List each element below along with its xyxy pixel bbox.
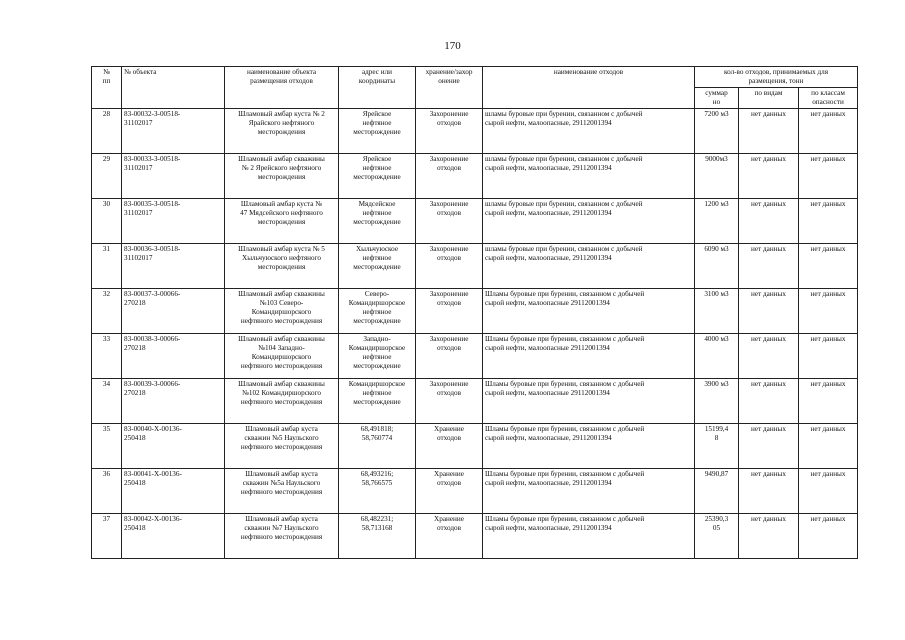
cell-num: 33 (92, 334, 122, 379)
table-row (92, 154, 858, 199)
cell-waste-name: Шламы буровые при бурении, связанном с добычей сырой нефти, малоопасные, 29112001394 (483, 424, 695, 469)
cell-object-name: Шламовый амбар куста скважин №5 Наульского нефтяного месторождения (225, 424, 339, 469)
cell-qty-by-class: нет данных (799, 424, 858, 469)
cell-qty-by-class: нет данных (799, 469, 858, 514)
cell-object-no: 83-00042-Х-00136- 250418 (122, 514, 225, 559)
cell-object-no: 83-00040-Х-00136- 250418 (122, 424, 225, 469)
cell-storage: Захоронение отходов (416, 109, 483, 154)
cell-qty-by-type: нет данных (739, 379, 799, 424)
cell-waste-name: Шламы буровые при бурении, связанном с добычей сырой нефти, малоопасные, 29112001394 (483, 514, 695, 559)
cell-qty-by-class: нет данных (799, 379, 858, 424)
cell-object-name: Шламовый амбар скважины №104 Западно- Командиршорского нефтяного месторождения (225, 334, 339, 379)
cell-qty-by-type: нет данных (739, 109, 799, 154)
cell-qty-by-class: нет данных (799, 514, 858, 559)
table-row (92, 244, 858, 289)
header-num: № пп (92, 67, 122, 109)
cell-object-no: 83-00033-З-00518- 31102017 (122, 154, 225, 199)
cell-object-no: 83-00038-З-00066- 270218 (122, 334, 225, 379)
cell-qty-total: 9490,87 (695, 469, 739, 514)
cell-storage: Хранение отходов (416, 469, 483, 514)
cell-storage: Хранение отходов (416, 424, 483, 469)
cell-num: 35 (92, 424, 122, 469)
cell-num: 29 (92, 154, 122, 199)
cell-num: 32 (92, 289, 122, 334)
cell-qty-by-type: нет данных (739, 424, 799, 469)
cell-qty-total: 15199,4 8 (695, 424, 739, 469)
waste-facilities-table (91, 66, 858, 559)
cell-object-name: Шламовый амбар куста скважин №5а Наульского нефтяного месторождения (225, 469, 339, 514)
cell-address: Мядсейское нефтяное месторождение (339, 199, 416, 244)
cell-num: 34 (92, 379, 122, 424)
cell-waste-name: шламы буровые при бурении, связанном с добычей сырой нефти, малоопасные, 29112001394 (483, 109, 695, 154)
cell-address: 68,493216; 58,766575 (339, 469, 416, 514)
cell-storage: Захоронение отходов (416, 199, 483, 244)
header-qty-total: суммар но (695, 88, 739, 109)
cell-address: Северо- Командиршорское нефтяное месторождение (339, 289, 416, 334)
cell-qty-total: 7200 м3 (695, 109, 739, 154)
table-row (92, 469, 858, 514)
cell-waste-name: шламы буровые при бурении, связанном с добычей сырой нефти, малоопасные, 29112001394 (483, 199, 695, 244)
cell-address: 68,482231; 58,713168 (339, 514, 416, 559)
cell-object-name: Шламовый амбар скважины № 2 Ярейского нефтяного месторождения (225, 154, 339, 199)
cell-num: 37 (92, 514, 122, 559)
cell-object-name: Шламовый амбар скважины №103 Северо- Командиршорского нефтяного месторождения (225, 289, 339, 334)
cell-qty-by-type: нет данных (739, 469, 799, 514)
cell-qty-by-class: нет данных (799, 109, 858, 154)
table-row (92, 334, 858, 379)
header-qty-group: кол-во отходов, принимаемых для размещения, тонн (695, 67, 858, 88)
header-qty-by-class: по классам опасности (799, 88, 858, 109)
cell-qty-by-type: нет данных (739, 199, 799, 244)
cell-object-no: 83-00037-З-00066- 270218 (122, 289, 225, 334)
cell-storage: Захоронение отходов (416, 334, 483, 379)
table-row (92, 199, 858, 244)
cell-qty-total: 3900 м3 (695, 379, 739, 424)
cell-waste-name: Шламы буровые при бурении, связанном с добычей сырой нефти, малоопасные 29112001394 (483, 379, 695, 424)
cell-qty-total: 1200 м3 (695, 199, 739, 244)
table-row (92, 289, 858, 334)
header-object-name: наименование объекта размещения отходов (225, 67, 339, 109)
cell-object-name: Шламовый амбар скважины №102 Командиршорского нефтяного месторождения (225, 379, 339, 424)
table-row (92, 514, 858, 559)
cell-waste-name: Шламы буровые при бурении, связанном с добычей сырой нефти, малоопасные 29112001394 (483, 334, 695, 379)
cell-address: Ярейское нефтяное месторождение (339, 109, 416, 154)
table-row (92, 424, 858, 469)
cell-qty-total: 3100 м3 (695, 289, 739, 334)
cell-storage: Хранение отходов (416, 514, 483, 559)
cell-qty-total: 25390,3 05 (695, 514, 739, 559)
cell-qty-by-type: нет данных (739, 334, 799, 379)
cell-waste-name: шламы буровые при бурении, связанном с добычей сырой нефти, малоопасные, 29112001394 (483, 154, 695, 199)
cell-object-no: 83-00041-Х-00136- 250418 (122, 469, 225, 514)
cell-qty-by-type: нет данных (739, 289, 799, 334)
cell-qty-by-class: нет данных (799, 289, 858, 334)
cell-storage: Захоронение отходов (416, 289, 483, 334)
cell-qty-by-type: нет данных (739, 514, 799, 559)
page-number: 170 (444, 40, 461, 52)
cell-address: Командиршорское нефтяное месторождение (339, 379, 416, 424)
cell-qty-by-type: нет данных (739, 244, 799, 289)
cell-address: Ярейское нефтяное месторождение (339, 154, 416, 199)
table-row (92, 109, 858, 154)
cell-qty-total: 9000м3 (695, 154, 739, 199)
cell-num: 36 (92, 469, 122, 514)
cell-storage: Захоронение отходов (416, 154, 483, 199)
cell-object-no: 83-00036-З-00518- 31102017 (122, 244, 225, 289)
cell-object-no: 83-00032-З-00518- 31102017 (122, 109, 225, 154)
cell-num: 31 (92, 244, 122, 289)
table-body (92, 109, 858, 559)
cell-qty-by-class: нет данных (799, 199, 858, 244)
cell-object-name: Шламовый амбар куста № 47 Мядсейского нефтяного месторождения (225, 199, 339, 244)
table-row (92, 379, 858, 424)
cell-object-name: Шламовый амбар куста скважин №7 Наульского нефтяного месторождения (225, 514, 339, 559)
cell-qty-total: 6090 м3 (695, 244, 739, 289)
cell-object-no: 83-00035-З-00518- 31102017 (122, 199, 225, 244)
cell-qty-by-class: нет данных (799, 244, 858, 289)
cell-num: 30 (92, 199, 122, 244)
cell-address: Западно- Командиршорское нефтяное месторождение (339, 334, 416, 379)
header-address: адрес или координаты (339, 67, 416, 109)
cell-waste-name: шламы буровые при бурении, связанном с добычей сырой нефти, малоопасные, 29112001394 (483, 244, 695, 289)
cell-object-no: 83-00039-З-00066- 270218 (122, 379, 225, 424)
cell-qty-by-class: нет данных (799, 154, 858, 199)
header-waste-name: наименование отходов (483, 67, 695, 109)
cell-qty-by-class: нет данных (799, 334, 858, 379)
cell-object-name: Шламовый амбар куста № 2 Ярайского нефтяного месторождения (225, 109, 339, 154)
header-object-no: № объекта (122, 67, 225, 109)
cell-qty-by-type: нет данных (739, 154, 799, 199)
cell-waste-name: Шламы буровые при бурении, связанном с добычей сырой нефти, малоопасные 29112001394 (483, 289, 695, 334)
cell-address: 68,491818; 58,760774 (339, 424, 416, 469)
cell-storage: Захоронение отходов (416, 379, 483, 424)
cell-object-name: Шламовый амбар куста № 5 Хыльчуюского нефтяного месторождения (225, 244, 339, 289)
cell-waste-name: Шламы буровые при бурении, связанном с добычей сырой нефти, малоопасные, 29112001394 (483, 469, 695, 514)
cell-address: Хыльчуюское нефтяное месторождение (339, 244, 416, 289)
cell-num: 28 (92, 109, 122, 154)
header-qty-by-type: по видам (739, 88, 799, 109)
cell-storage: Захоронение отходов (416, 244, 483, 289)
cell-qty-total: 4000 м3 (695, 334, 739, 379)
header-storage: хранение/захор онение (416, 67, 483, 109)
